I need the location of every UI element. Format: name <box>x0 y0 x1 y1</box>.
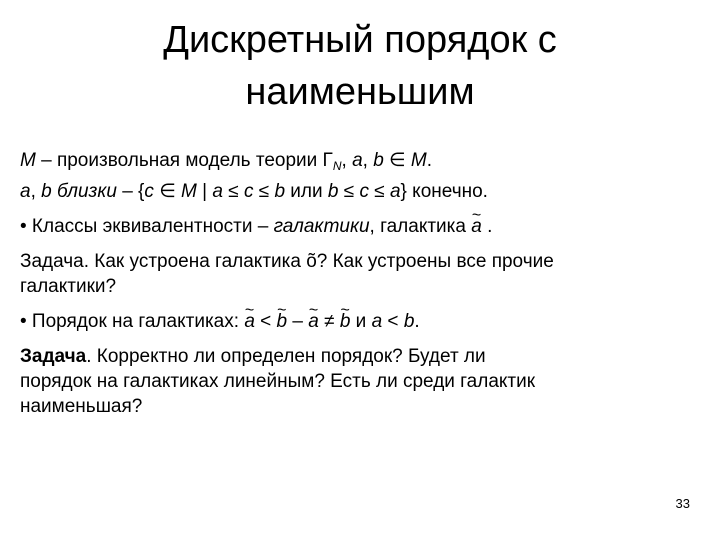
task-label: Задача <box>20 346 87 367</box>
body-line-3 <box>20 214 710 239</box>
text: и <box>350 311 372 332</box>
term-close: близки <box>57 181 117 202</box>
text: , <box>341 150 353 171</box>
text: ≤ <box>338 181 360 202</box>
body-line-7 <box>20 344 710 369</box>
page-number: 33 <box>675 496 690 511</box>
text: , галактика <box>369 216 472 237</box>
text: ≠ <box>318 311 340 332</box>
math-var: a <box>371 311 383 332</box>
math-var: b <box>41 181 52 202</box>
term-galaxies: галактики <box>273 216 370 237</box>
text: < <box>382 311 404 332</box>
text: . Корректно ли определен порядок? Будет ли <box>86 346 486 367</box>
math-var: M <box>20 150 36 171</box>
math-var: a <box>20 181 31 202</box>
text: ∈ <box>383 150 411 171</box>
text: ≤ <box>368 181 390 202</box>
math-var-tilde: ~ a <box>244 309 255 334</box>
text: . <box>414 311 420 332</box>
title-line-1: Дискретный порядок с <box>163 19 557 61</box>
text: < <box>254 311 277 332</box>
math-var: a <box>389 181 401 202</box>
body-line-9: наименьшая? <box>20 396 143 417</box>
text: , <box>362 150 374 171</box>
text: ≤ <box>222 181 244 202</box>
text: . <box>481 216 493 237</box>
body-line-8: порядок на галактиках линейным? Есть ли среди галактик <box>20 371 536 392</box>
subscript: N <box>332 159 342 173</box>
body-line-5: галактики? <box>20 276 117 297</box>
math-var: a <box>352 150 363 171</box>
slide-body <box>20 148 710 419</box>
text: или <box>285 181 328 202</box>
math-var-tilde: ~ a <box>471 214 482 239</box>
title-line-2: наименьшим <box>245 71 475 113</box>
math-var: M <box>181 181 197 202</box>
text: – { <box>116 181 145 202</box>
text: • Порядок на галактиках: <box>20 311 245 332</box>
text: – произвольная модель теории Г <box>35 150 333 171</box>
math-var: c <box>243 181 254 202</box>
body-line-2 <box>20 179 710 204</box>
math-var: c <box>144 181 154 202</box>
text: . <box>426 150 432 171</box>
math-var: b <box>274 181 286 202</box>
text: • Классы эквивалентности – <box>20 216 274 237</box>
math-var-tilde: ~ b <box>340 309 351 334</box>
math-var: b <box>403 311 415 332</box>
math-var-tilde: ~ a <box>308 309 319 334</box>
math-var: c <box>359 181 369 202</box>
math-var: a <box>212 181 223 202</box>
math-var-tilde: ~ b <box>277 309 288 334</box>
text: ∈ <box>153 181 182 202</box>
math-var: b <box>327 181 339 202</box>
body-line-1 <box>20 148 710 179</box>
text: , <box>30 181 42 202</box>
text: | <box>196 181 213 202</box>
text: } конечно. <box>400 181 488 202</box>
text: – <box>287 311 309 332</box>
slide-title <box>60 14 660 118</box>
text: ≤ <box>253 181 275 202</box>
body-line-6 <box>20 309 710 334</box>
body-line-4: Задача. Как устроена галактика õ? Как устроены все прочие <box>20 251 554 272</box>
math-var: b <box>373 150 384 171</box>
math-var: M <box>410 150 427 171</box>
